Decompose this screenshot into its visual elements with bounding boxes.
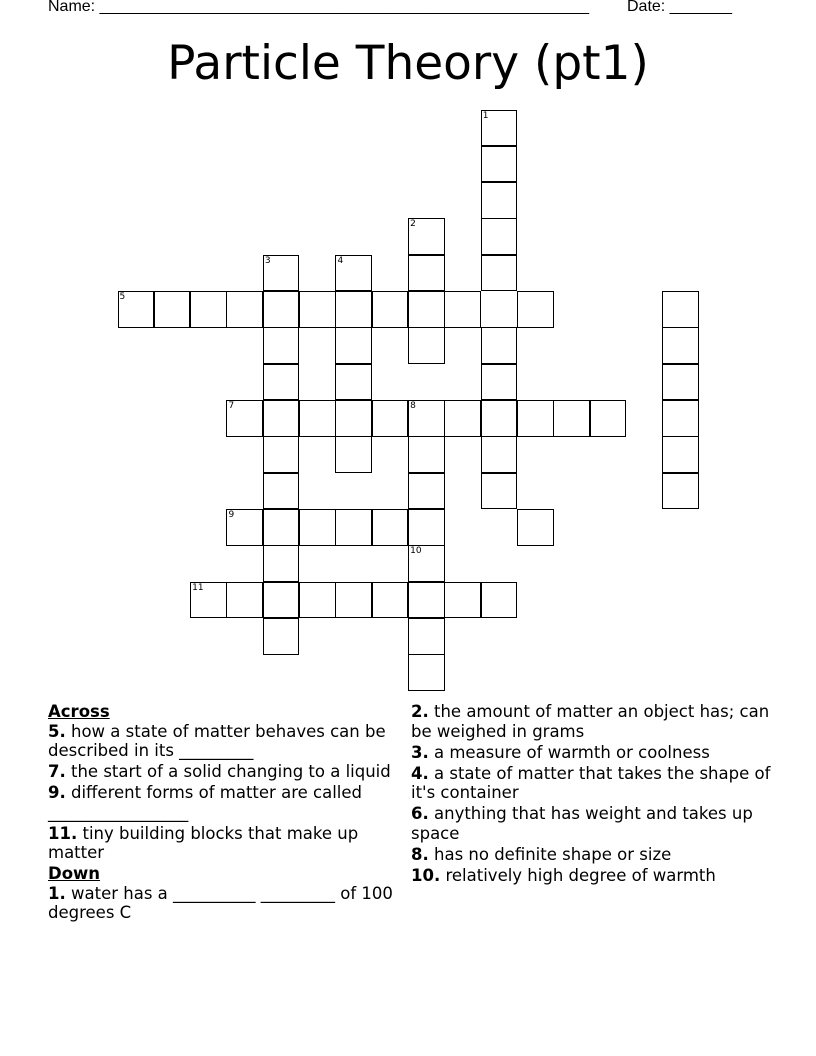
grid-cell[interactable] bbox=[190, 582, 226, 618]
grid-cell[interactable] bbox=[263, 582, 299, 618]
down-clue bbox=[48, 884, 393, 923]
down-clue bbox=[411, 764, 771, 803]
grid-cell[interactable] bbox=[662, 327, 698, 363]
clue-number-label: 3. bbox=[411, 742, 429, 762]
page-title: Particle Theory (pt1) bbox=[167, 36, 649, 91]
clue-text: a measure of warmth or coolness bbox=[428, 742, 710, 762]
grid-cell[interactable] bbox=[481, 582, 517, 618]
down-clue bbox=[411, 743, 771, 763]
grid-cell[interactable] bbox=[335, 255, 371, 291]
grid-cell[interactable] bbox=[590, 400, 626, 436]
grid-cell[interactable] bbox=[226, 582, 262, 618]
clue-text: different forms of matter are called _________________ bbox=[48, 783, 362, 822]
grid-cell[interactable] bbox=[481, 364, 517, 400]
grid-cell[interactable] bbox=[408, 291, 444, 327]
across-clue bbox=[48, 824, 393, 863]
grid-cell[interactable] bbox=[553, 400, 589, 436]
grid-cell[interactable] bbox=[662, 400, 698, 436]
grid-cell[interactable] bbox=[226, 509, 262, 545]
grid-cell[interactable] bbox=[517, 291, 553, 327]
clue-number: 3 bbox=[264, 255, 271, 266]
grid-cell[interactable] bbox=[481, 436, 517, 472]
down-clue bbox=[411, 804, 771, 843]
grid-cell[interactable] bbox=[481, 146, 517, 182]
grid-cell[interactable] bbox=[517, 509, 553, 545]
grid-cell[interactable] bbox=[408, 618, 444, 654]
grid-cell[interactable] bbox=[263, 400, 299, 436]
grid-cell[interactable] bbox=[408, 400, 444, 436]
grid-cell[interactable] bbox=[481, 473, 517, 509]
grid-cell[interactable] bbox=[299, 291, 335, 327]
grid-cell[interactable] bbox=[335, 327, 371, 363]
grid-cell[interactable] bbox=[335, 291, 371, 327]
grid-cell[interactable] bbox=[335, 436, 371, 472]
clue-text: the start of a solid changing to a liquid bbox=[65, 762, 391, 781]
across-clue bbox=[48, 783, 393, 822]
clue-number-label: 5. bbox=[48, 721, 66, 741]
grid-cell[interactable] bbox=[408, 327, 444, 363]
grid-cell[interactable] bbox=[263, 509, 299, 545]
grid-cell[interactable] bbox=[408, 255, 444, 291]
clues-column-right bbox=[411, 702, 771, 887]
clue-number: 5 bbox=[119, 292, 126, 303]
grid-cell[interactable] bbox=[263, 436, 299, 472]
grid-cell[interactable] bbox=[481, 255, 517, 291]
grid-cell[interactable] bbox=[481, 400, 517, 436]
grid-cell[interactable] bbox=[481, 327, 517, 363]
grid-cell[interactable] bbox=[517, 400, 553, 436]
clue-number-label: 7. bbox=[48, 762, 66, 781]
grid-cell[interactable] bbox=[263, 327, 299, 363]
clue-number-label: 9. bbox=[48, 783, 66, 802]
date-field-label: Date: _______ bbox=[627, 0, 732, 15]
grid-cell[interactable] bbox=[299, 400, 335, 436]
grid-cell[interactable] bbox=[226, 400, 262, 436]
clue-number: 4 bbox=[337, 255, 344, 266]
clue-number-label: 8. bbox=[411, 844, 429, 864]
grid-cell[interactable] bbox=[335, 364, 371, 400]
grid-cell[interactable] bbox=[662, 473, 698, 509]
grid-cell[interactable] bbox=[118, 291, 154, 327]
grid-cell[interactable] bbox=[372, 400, 408, 436]
grid-cell[interactable] bbox=[408, 654, 444, 690]
down-clue bbox=[411, 845, 771, 865]
grid-cell[interactable] bbox=[662, 436, 698, 472]
clue-text: how a state of matter behaves can be described in its _________ bbox=[48, 721, 386, 760]
grid-cell[interactable] bbox=[408, 545, 444, 581]
clue-text: anything that has weight and takes up space bbox=[411, 804, 753, 843]
clue-text: relatively high degree of warmth bbox=[440, 865, 716, 885]
grid-cell[interactable] bbox=[408, 582, 444, 618]
clue-number: 10 bbox=[410, 546, 422, 557]
clue-number: 9 bbox=[228, 510, 235, 521]
clue-number-label: 10. bbox=[411, 865, 441, 885]
across-clue bbox=[48, 722, 393, 761]
clue-number: 8 bbox=[410, 401, 416, 412]
grid-cell[interactable] bbox=[190, 291, 226, 327]
grid-cell[interactable] bbox=[372, 509, 408, 545]
grid-cell[interactable] bbox=[372, 291, 408, 327]
grid-cell[interactable] bbox=[263, 618, 299, 654]
grid-cell[interactable] bbox=[408, 218, 444, 254]
down-heading: Down bbox=[48, 864, 101, 883]
grid-cell[interactable] bbox=[372, 582, 408, 618]
grid-cell[interactable] bbox=[481, 110, 517, 146]
grid-cell[interactable] bbox=[335, 400, 371, 436]
name-field-label: Name: _______________________________________________________ bbox=[48, 0, 589, 15]
clue-number-label: 11. bbox=[48, 823, 78, 843]
down-clue-list-part2 bbox=[411, 702, 771, 885]
clue-number: 1 bbox=[482, 110, 489, 121]
grid-cell[interactable] bbox=[481, 218, 517, 254]
clue-text: water has a __________ _________ of 100 degrees C bbox=[48, 883, 393, 922]
clues-column-left bbox=[48, 702, 393, 924]
clue-text: a state of matter that takes the shape of it's container bbox=[411, 763, 771, 802]
across-clue bbox=[48, 762, 393, 782]
grid-cell[interactable] bbox=[263, 291, 299, 327]
grid-cell[interactable] bbox=[263, 255, 299, 291]
grid-cell[interactable] bbox=[408, 436, 444, 472]
grid-cell[interactable] bbox=[263, 545, 299, 581]
grid-cell[interactable] bbox=[299, 509, 335, 545]
grid-cell[interactable] bbox=[408, 509, 444, 545]
clue-number: 11 bbox=[192, 582, 204, 593]
grid-cell[interactable] bbox=[299, 582, 335, 618]
across-heading: Across bbox=[48, 702, 110, 721]
grid-cell[interactable] bbox=[444, 582, 480, 618]
grid-cell[interactable] bbox=[263, 364, 299, 400]
across-clue-list bbox=[48, 722, 393, 863]
down-clue-list-part1 bbox=[48, 884, 393, 923]
clue-text: tiny building blocks that make up matter bbox=[48, 823, 359, 862]
grid-cell[interactable] bbox=[154, 291, 190, 327]
clue-number: 7 bbox=[228, 401, 235, 412]
clue-number-label: 4. bbox=[411, 763, 429, 783]
clue-text: has no definite shape or size bbox=[428, 844, 672, 864]
clue-number: 2 bbox=[410, 219, 416, 230]
clue-number-label: 1. bbox=[48, 883, 66, 903]
grid-cell[interactable] bbox=[662, 364, 698, 400]
grid-cell[interactable] bbox=[444, 400, 480, 436]
clue-text: the amount of matter an object has; can be weighed in grams bbox=[411, 702, 770, 741]
grid-cell[interactable] bbox=[335, 582, 371, 618]
grid-cell[interactable] bbox=[408, 473, 444, 509]
clue-number-label: 6. bbox=[411, 804, 429, 823]
grid-cell[interactable] bbox=[335, 509, 371, 545]
grid-cell[interactable] bbox=[444, 291, 480, 327]
grid-cell[interactable] bbox=[662, 291, 698, 327]
grid-cell[interactable] bbox=[263, 473, 299, 509]
grid-cell[interactable] bbox=[226, 291, 262, 327]
grid-cell[interactable] bbox=[481, 182, 517, 218]
down-clue bbox=[411, 702, 771, 741]
clue-number-label: 2. bbox=[411, 702, 429, 721]
down-clue bbox=[411, 866, 771, 886]
